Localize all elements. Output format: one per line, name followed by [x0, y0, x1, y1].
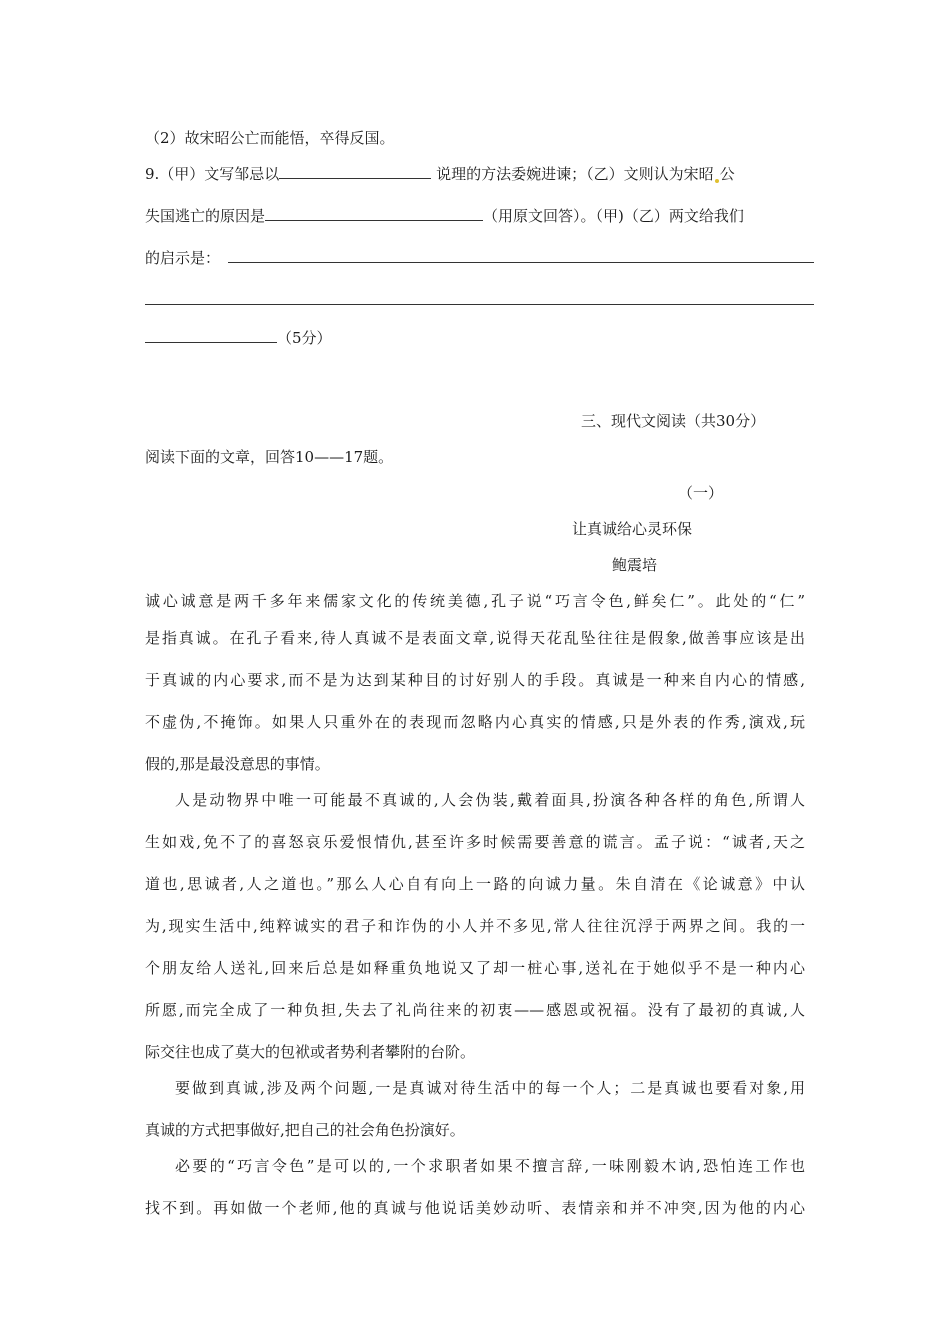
- q9-score: （5分）: [277, 329, 332, 347]
- q9-mid: 说理的方法委婉进谏；（乙）文则认为宋昭: [436, 165, 714, 183]
- article-line: 生如戏,免不了的喜怒哀乐爱恨情仇,甚至许多时候需要善意的谎言。孟子说：“诚者,天之: [145, 833, 805, 851]
- section-title: 三、现代文阅读（共30分）: [581, 412, 766, 430]
- article-line: 个朋友给人送礼,回来后总是如释重负地说又了却一桩心事,送礼在于她似乎不是一种内心: [145, 959, 805, 977]
- article-line: 不虚伪,不掩饰。如果人只重外在的表现而忽略内心真实的情感,只是外表的作秀,演戏,玩: [145, 713, 805, 731]
- q9-line3-prefix: 的启示是：: [145, 249, 221, 267]
- article-line: 道也,思诚者,人之道也。”那么人心自有向上一路的向诚力量。朱自清在《论诚意》中认: [145, 875, 805, 893]
- q9-answer-blank-5[interactable]: [145, 328, 277, 343]
- q9-answer-line-3[interactable]: [228, 262, 814, 263]
- article-line: 是指真诚。在孔子看来,待人真诚不是表面文章,说得天花乱坠往往是假象,做善事应该是出: [145, 629, 805, 647]
- article-line: 际交往也成了莫大的包袱或者势利者攀附的台阶。: [145, 1043, 476, 1061]
- q9-line2-prefix: 失国逃亡的原因是: [145, 207, 266, 225]
- article-line: 必要的“巧言令色”是可以的,一个求职者如果不擅言辞,一味刚毅木讷,恐怕连工作也: [175, 1157, 805, 1175]
- question-9-line-2: [145, 206, 744, 226]
- q9-answer-blank-2[interactable]: [265, 206, 483, 221]
- part-label: （一）: [678, 484, 724, 502]
- article-author: 鲍震培: [612, 556, 658, 574]
- article-line: 人是动物界中唯一可能最不真诚的,人会伪装,戴着面具,扮演各种各样的角色,所谓人: [175, 791, 805, 809]
- q9-answer-blank-1[interactable]: [279, 164, 431, 179]
- article-line: 于真诚的内心要求,而不是为达到某种目的讨好别人的手段。真诚是一种来自内心的情感,: [145, 671, 805, 689]
- question-8-2: （2）故宋昭公亡而能悟，卒得反国。: [145, 129, 395, 147]
- article-line: 所愿,而完全成了一种负担,失去了礼尚往来的初衷——感恩或祝福。没有了最初的真诚,人: [145, 1001, 805, 1019]
- article-line: 真诚的方式把事做好,把自己的社会角色扮演好。: [145, 1121, 465, 1139]
- article-line: 找不到。再如做一个老师,他的真诚与他说话美妙动听、表情亲和并不冲突,因为他的内心: [145, 1199, 805, 1217]
- question-9-line-1: [145, 164, 735, 184]
- q9-line2-mid: （用原文回答）。（甲)（乙）两文给我们: [483, 207, 744, 225]
- article-title: 让真诚给心灵环保: [572, 520, 693, 538]
- article-line: 假的,那是最没意思的事情。: [145, 755, 330, 773]
- question-9-line-5: [145, 328, 332, 348]
- article-line: 要做到真诚,涉及两个问题,一是真诚对待生活中的每一个人；二是真诚也要看对象,用: [175, 1079, 805, 1097]
- article-line: 为,现实生活中,纯粹诚实的君子和诈伪的小人并不多见,常人往往沉浮于两界之间。我的一: [145, 917, 805, 935]
- q9-end: 公: [719, 165, 735, 183]
- instruction: 阅读下面的文章，回答10——17题。: [145, 448, 394, 466]
- mark-dot: [715, 179, 719, 183]
- q9-answer-line-4[interactable]: [145, 304, 814, 305]
- article-line: 诚心诚意是两千多年来儒家文化的传统美德,孔子说“巧言令色,鲜矣仁”。此处的“仁”: [145, 592, 805, 610]
- q9-prefix: 9.（甲）文写邹忌以: [145, 165, 280, 183]
- question-9-line-3: [145, 248, 220, 268]
